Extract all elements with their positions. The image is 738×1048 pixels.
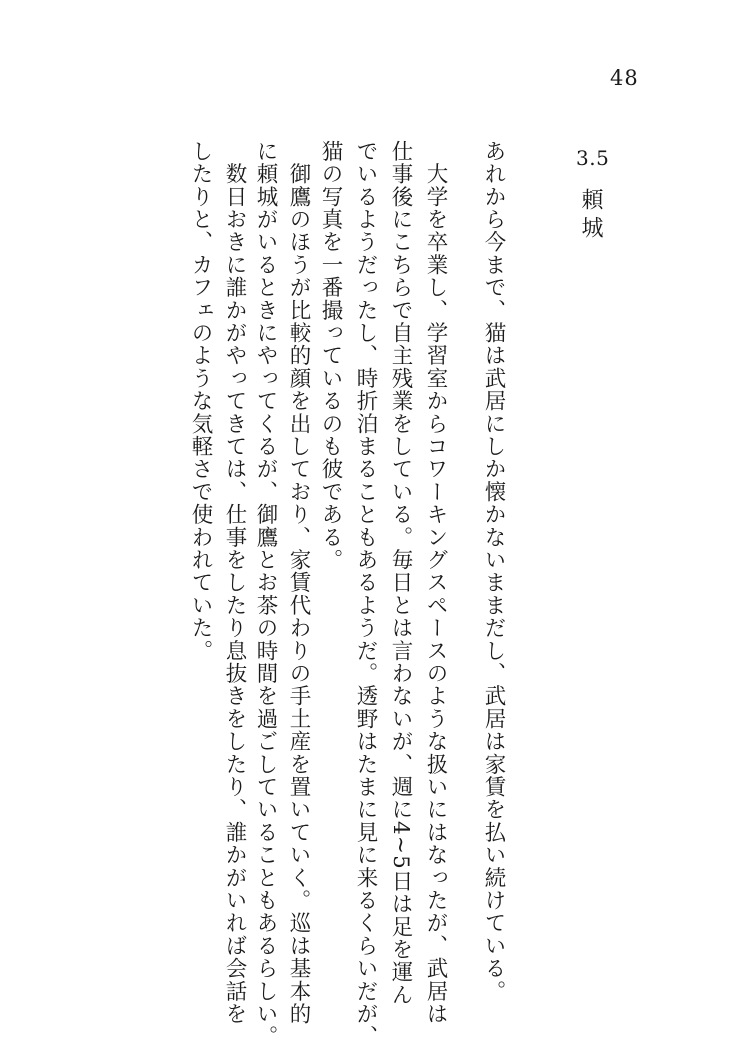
- body-line-1: 大学を卒業し、学習室からコワーキングスペースのような扱いにはなったが、武居は: [423, 140, 448, 1026]
- body-line-7: 数日おきに誰かがやってきては、仕事をしたり息抜きをしたり、誰かがいれば会話を: [222, 140, 247, 1026]
- section-title: 頼城: [578, 188, 603, 244]
- body-line-8: したりと、カフェのような気軽さで使われていた。: [188, 140, 213, 663]
- body-line-3: でいるようだったし、時折泊まることもあるようだ。透野はたまに見に来るくらいだが、: [353, 140, 378, 1048]
- body-line-4: 猫の写真を一番撮っているのも彼である。: [318, 140, 343, 572]
- body-line-6: に頼城がいるときにやってくるが、御鷹とお茶の時間を過ごしていることもあるらしい。: [253, 140, 278, 1048]
- lead-line: あれから今まで、猫は武居にしか懐かないままだし、武居は家賃を払い続けている。: [481, 140, 506, 1003]
- body-line-5: 御鷹のほうが比較的顔を出しており、家賃代わりの手土産を置いていく。巡は基本的: [286, 140, 311, 1026]
- page-number: 48: [610, 66, 639, 90]
- section-number: 3.5: [576, 146, 610, 170]
- body-line-2: 仕事後にこちらで自主残業をしている。毎日とは言わないが、週に4~5日は足を運ん: [388, 140, 413, 1007]
